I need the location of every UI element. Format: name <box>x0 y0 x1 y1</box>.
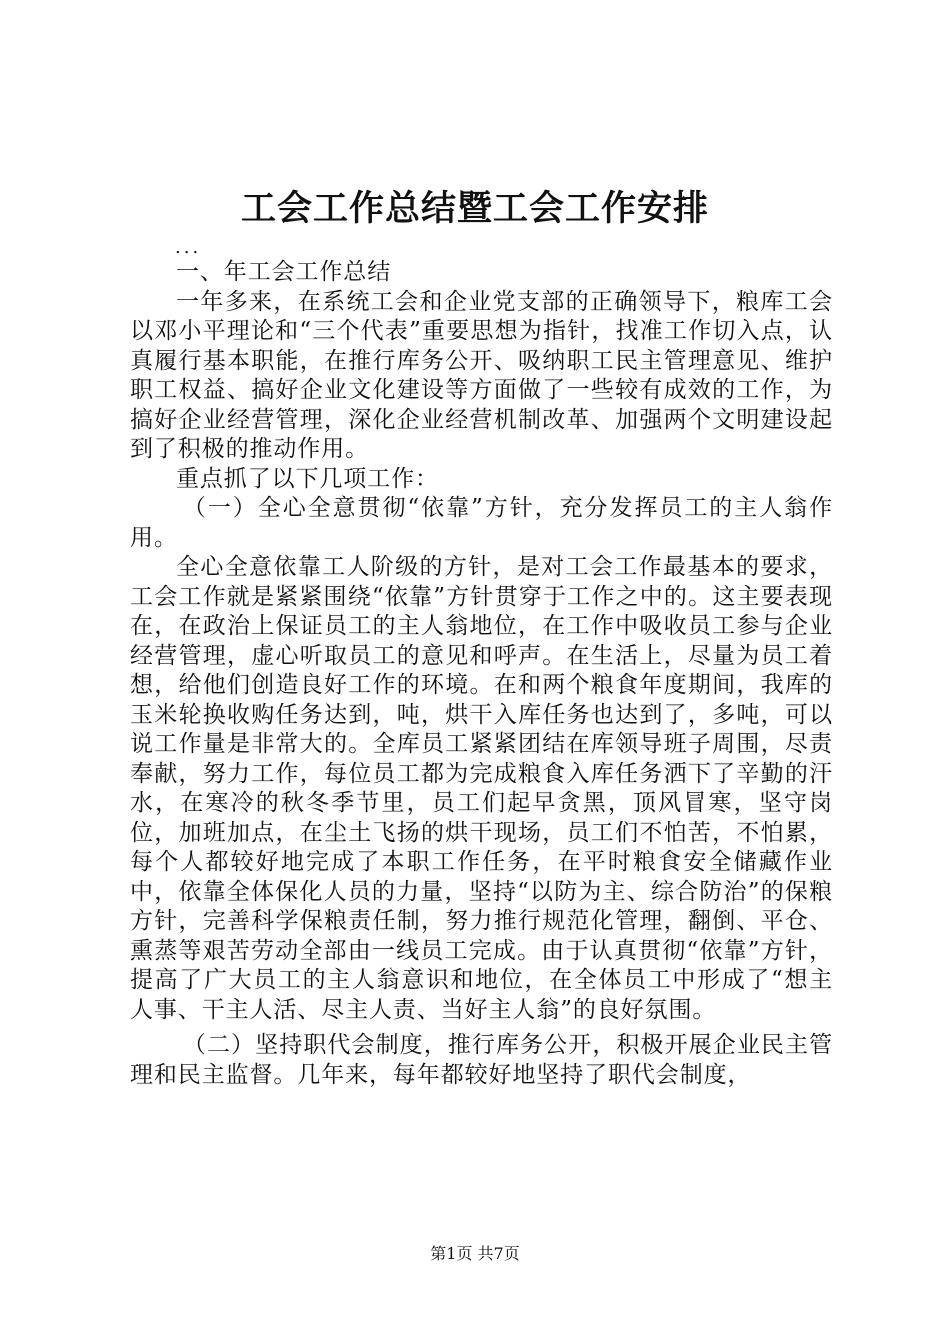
section-heading: 一、年工会工作总结 <box>176 259 392 285</box>
paragraph: 全心全意依靠工人阶级的方针，是对工会工作最基本的要求，工会工作就是紧紧围绕“依靠”方针贯穿于工作之中的。这主要表现在，在政治上保证员工的主人翁地位，在工作中吸收员工参与企业经营管理，虚心听取员工的意见和呼声。在生活上，尽量为员工着想，给他们创造良好工作的环境。在和两个粮食年度期间，我库的玉米轮换收购任务达到，吨，烘干入库任务也达到了，多吨，可以说工作量是非常大的。全库员工紧紧团结在库领导班子周围，尽责奉献，努力工作，每位员工都为完成粮食入库任务洒下了辛勤的汗水，在寒冷的秋冬季节里，员工们起早贪黑，顶风冒寒，坚守岗位，加班加点，在尘土飞扬的烘干现场，员工们不怕苦，不怕累，每个人都较好地完成了本职工作任务，在平时粮食安全储藏作业中，依靠全体保化人员的力量，坚持“以防为主、综合防治”的保粮方针，完善科学保粮责任制，努力推行规范化管理，翻倒、平仓、熏蒸等艰苦劳动全部由一线员工完成。由于认真贯彻“依靠”方针，提高了广大员工的主人翁意识和地位，在全体员工中形成了“想主人事、干主人活、尽主人责、当好主人翁”的良好氛围。 <box>130 554 833 1023</box>
document-body <box>130 258 833 1090</box>
ellipsis-marker: ... <box>175 237 202 258</box>
paragraph: 重点抓了以下几项工作： <box>176 465 439 492</box>
document-title: 工会工作总结暨工会工作安排 <box>240 188 709 229</box>
page-footer: 第1页 共7页 <box>430 1244 520 1263</box>
subsection-heading: （一）全心全意贯彻“依靠”方针，充分发挥员工的主人翁作用。 <box>130 495 833 551</box>
paragraph: 一年多来，在系统工会和企业党支部的正确领导下，粮库工会以邓小平理论和“三个代表”重要思想为指针，找准工作切入点，认真履行基本职能，在推行库务公开、吸纳职工民主管理意见、维护职工权益、搞好企业文化建设等方面做了一些较有成效的工作，为搞好企业经营管理，深化企业经营机制改革、加强两个文明建设起到了积极的推动作用。 <box>130 288 833 462</box>
subsection-heading: （二）坚持职代会制度，推行库务公开，积极开展企业民主管理和民主监督。几年来，每年都较好地坚持了职代会制度， <box>130 1032 833 1088</box>
